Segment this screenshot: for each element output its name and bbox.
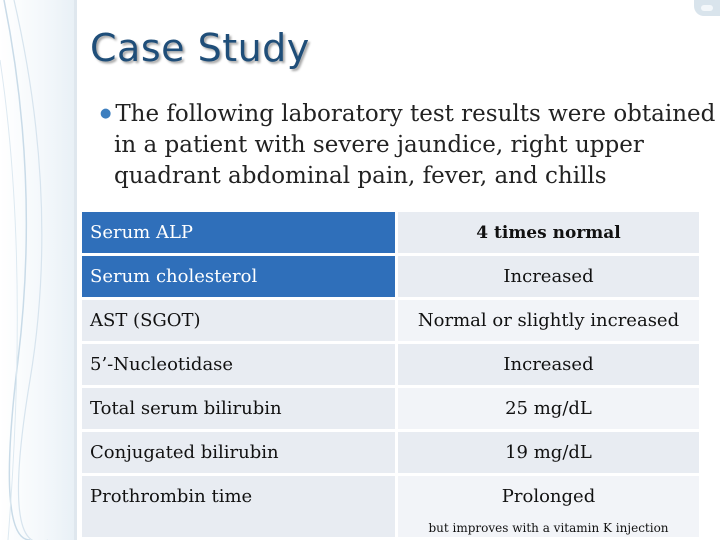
slide-title: Case Study xyxy=(90,26,310,70)
test-name-cell: Total serum bilirubin xyxy=(82,388,398,432)
test-value-note: but improves with a vitamin K injection xyxy=(428,521,669,535)
left-decorative-band xyxy=(0,0,76,540)
test-name-cell: Prothrombin time xyxy=(82,476,398,540)
test-value-cell xyxy=(398,476,699,540)
bullet-icon: ● xyxy=(100,106,112,121)
corner-tab xyxy=(694,0,720,16)
test-name-cell: Conjugated bilirubin xyxy=(82,432,398,476)
bullet-line-3: quadrant abdominal pain, fever, and chills xyxy=(114,163,607,189)
test-value-cell: Increased xyxy=(398,344,699,388)
test-name-cell: 5’-Nucleotidase xyxy=(82,344,398,388)
left-rule xyxy=(74,0,77,540)
lab-results-table xyxy=(82,212,699,540)
table-row xyxy=(82,300,699,344)
table-row xyxy=(82,256,699,300)
table-row xyxy=(82,476,699,540)
test-value-cell: Normal or slightly increased xyxy=(398,300,699,344)
test-value-cell: 25 mg/dL xyxy=(398,388,699,432)
test-value-cell: Increased xyxy=(398,256,699,300)
test-value-cell: 19 mg/dL xyxy=(398,432,699,476)
test-value-cell: 4 times normal xyxy=(398,212,699,256)
bullet-line-2: in a patient with severe jaundice, right upper xyxy=(114,132,644,158)
decorative-curves xyxy=(0,0,76,540)
test-name-cell: AST (SGOT) xyxy=(82,300,398,344)
table-row xyxy=(82,432,699,476)
bullet-line-1-text: The following laboratory test results were obtained xyxy=(115,101,716,127)
test-value-text: Prolonged xyxy=(501,486,596,507)
bullet-paragraph xyxy=(100,98,716,192)
table-row xyxy=(82,388,699,432)
test-name-cell: Serum ALP xyxy=(82,212,398,256)
table-row xyxy=(82,344,699,388)
test-name-cell: Serum cholesterol xyxy=(82,256,398,300)
bullet-line-1 xyxy=(100,98,716,130)
table-row xyxy=(82,212,699,256)
